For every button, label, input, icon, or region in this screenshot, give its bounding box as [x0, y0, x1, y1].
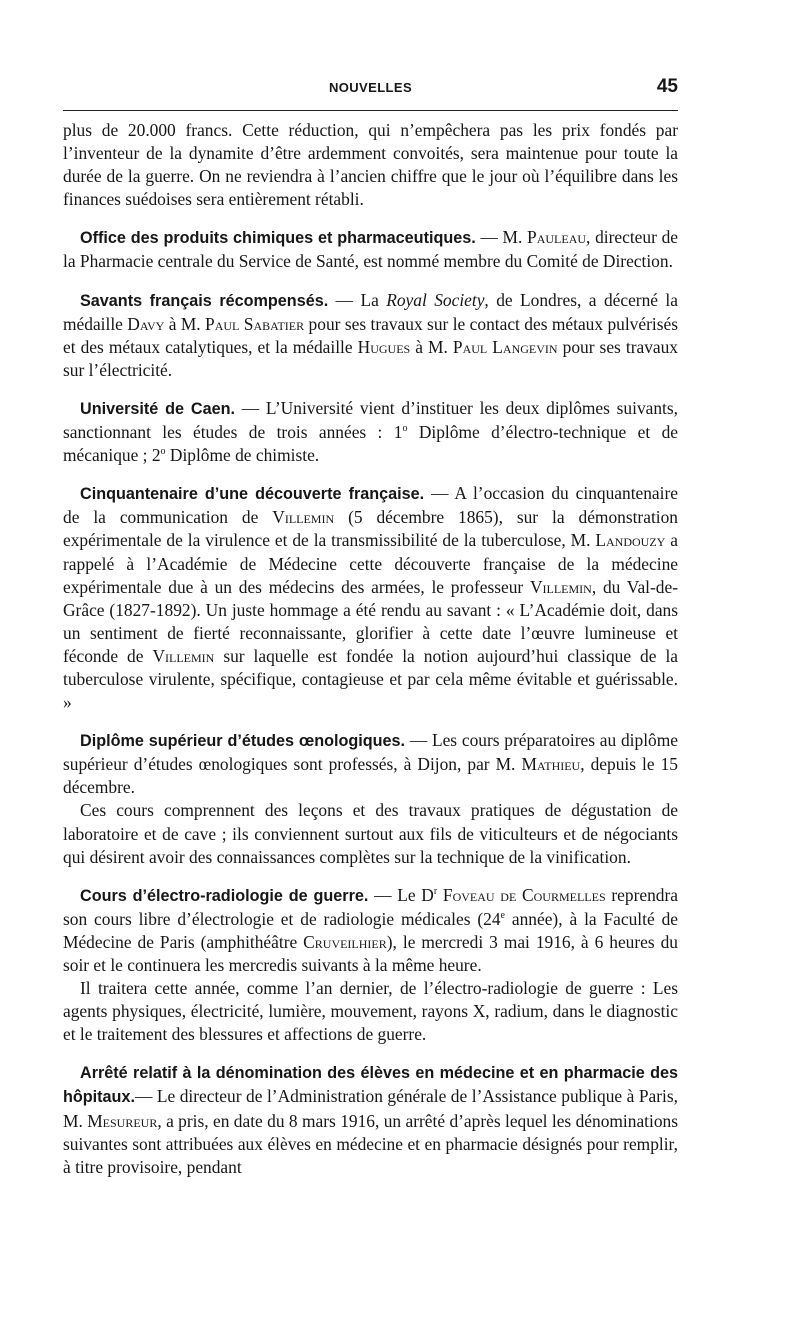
text-run: , depuis le 15 décembre. — [63, 754, 678, 798]
text-run: pour ses travaux sur le contact des métaux pulvérisés et des métaux catalytiques, et la médaille — [63, 313, 678, 357]
section-arrete — [63, 1061, 678, 1178]
paragraph — [63, 397, 678, 467]
paragraph: Il traitera cette année, comme l’an dernier, de l’électro-radiologie de guerre : Les agents physiques, électricité, lumière, mouvement, rayons X, radium, dans le diagnostic et le traitement des blessures et affections de guerre. — [63, 978, 678, 1045]
section-electro-radiologie — [63, 884, 678, 1047]
page-header — [63, 76, 678, 102]
person-name: Villemin — [152, 645, 215, 666]
header-rule — [63, 110, 678, 111]
superscript: o — [402, 423, 408, 435]
text-run: , de Londres, a décerné la médaille — [63, 289, 678, 334]
section-heading: Cinquantenaire d’une découverte française. — [80, 485, 425, 504]
paragraph — [63, 729, 678, 799]
paragraph: plus de 20.000 francs. Cette réduction, qui n’empêchera pas les prix fondés par l’inventeur de la dynamite d’être ardemment convoités, sera maintenue pour toute la durée de la guerre. On ne reviendra à l’ancien chiffre que le jour où l’équilibre dans les finances suédoises sera entièrement rétabli. — [63, 120, 678, 210]
section-heading: Université de Caen. — [80, 399, 236, 418]
text-run: — La — [328, 289, 387, 310]
paragraph: Ces cours comprennent des leçons et des travaux pratiques de dégustation de laboratoire et de cave ; ils conviennent surtout aux fils de viticulteurs et de négociants qui désirent avoir des connaissances complètes sur la technique de la vinification. — [63, 800, 678, 867]
section-cinquantenaire — [63, 482, 678, 714]
place-name: Cruveilhier — [303, 931, 387, 952]
text-run: sur laquelle est fondée la notion aujourd’hui classique de la tuberculose virulente, spécifique, contagieuse et par cela même évitable et guérissable. » — [63, 645, 678, 713]
paragraph — [63, 226, 678, 273]
text-run: Diplôme d’électro-technique et de mécanique ; 2 — [63, 422, 678, 466]
section-heading: Cours d’électro-radiologie de guerre. — [80, 886, 369, 905]
text-run: — M. — [475, 227, 528, 248]
text-run: année), à la Faculté de Médecine de Paris (amphithéâtre — [63, 908, 678, 952]
running-title: NOUVELLES — [328, 80, 413, 95]
text-run: a rappelé à l’Académie de Médecine cette découverte française de la médecine expérimentale due à un des médecins des armées, le professeur — [63, 530, 678, 597]
page-number: 45 — [656, 76, 678, 97]
person-name: Hugues — [357, 336, 411, 357]
person-name: Mathieu — [521, 754, 581, 775]
text-run: ), le mercredi 3 mai 1916, à 6 heures du soir et le continuera les mercredis suivants à la même heure. — [63, 931, 678, 975]
person-name: Villemin — [529, 576, 592, 597]
article-body — [63, 119, 678, 1179]
text-run: — Les cours préparatoires au diplôme supérieur d’études œnologiques sont professés, à Dijon, par M. — [63, 730, 678, 775]
section-universite-caen — [63, 397, 678, 467]
paragraph — [63, 289, 678, 382]
person-name: Pauleau — [527, 227, 587, 248]
person-name: Davy — [127, 313, 165, 334]
section-savants — [63, 289, 678, 382]
person-name: Paul Langevin — [452, 336, 558, 357]
section-heading: Office des produits chimiques et pharmaceutiques. — [80, 229, 476, 248]
person-name: Villemin — [272, 507, 335, 528]
superscript: e — [500, 910, 505, 922]
society-name: Royal Society — [386, 289, 485, 310]
text-run: — Le directeur de l’Administration générale de l’Assistance publique à Paris, M. — [63, 1086, 678, 1131]
text-run: , a pris, en date du 8 mars 1916, un arrêté d’après lequel les dénominations suivantes sont attribuées aux élèves en médecine et en pharmacie désignés pour remplir, à titre provisoire, pendant — [63, 1110, 678, 1177]
paragraph — [63, 884, 678, 977]
superscript: r — [433, 885, 438, 897]
person-name: Landouzy — [595, 530, 666, 551]
superscript: o — [160, 446, 166, 458]
paragraph — [63, 482, 678, 714]
section-intro — [63, 119, 678, 211]
section-heading: Diplôme supérieur d’études œnologiques. — [80, 732, 406, 751]
section-oenologie — [63, 729, 678, 869]
text-run: — L’Université vient d’instituer les deux diplômes suivants, sanctionnant les études de trois années : 1 — [63, 397, 678, 443]
text-run: , du Val-de-Grâce (1827-1892). Un juste hommage a été rendu au savant : « L’Académie doit, dans un sentiment de fierté reconnaissante, glorifier à cette date l’œuvre lumineuse et féconde de — [63, 576, 678, 666]
section-heading: Savants français récompensés. — [80, 291, 329, 310]
text-run: à M. — [164, 313, 206, 334]
section-heading: Arrêté relatif à la dénomination des élèves en médecine et en pharmacie des hôpitaux. — [63, 1064, 678, 1107]
section-office-produits — [63, 226, 678, 273]
person-name: Paul Sabatier — [205, 313, 305, 334]
text-run: — Le D — [368, 884, 434, 905]
text-run: — A l’occasion du cinquantenaire de la communication de — [63, 483, 678, 528]
person-name: Foveau de Courmelles — [442, 884, 606, 905]
paragraph — [63, 1061, 678, 1178]
person-name: Mesureur — [87, 1110, 158, 1131]
text-run: à M. — [410, 336, 453, 357]
text-run: Diplôme de chimiste. — [165, 445, 320, 466]
text-run: , directeur de la Pharmacie centrale du Service de Santé, est nommé membre du Comité de Direction. — [63, 227, 678, 272]
text-run: (5 décembre 1865), sur la démonstration expérimentale de la virulence et de la transmissibilité de la tuberculose, M. — [63, 507, 678, 551]
text-run: pour ses travaux sur l’électricité. — [63, 336, 679, 380]
text-run: reprendra son cours libre d’électrologie et de radiologie médicales (24 — [63, 884, 678, 929]
